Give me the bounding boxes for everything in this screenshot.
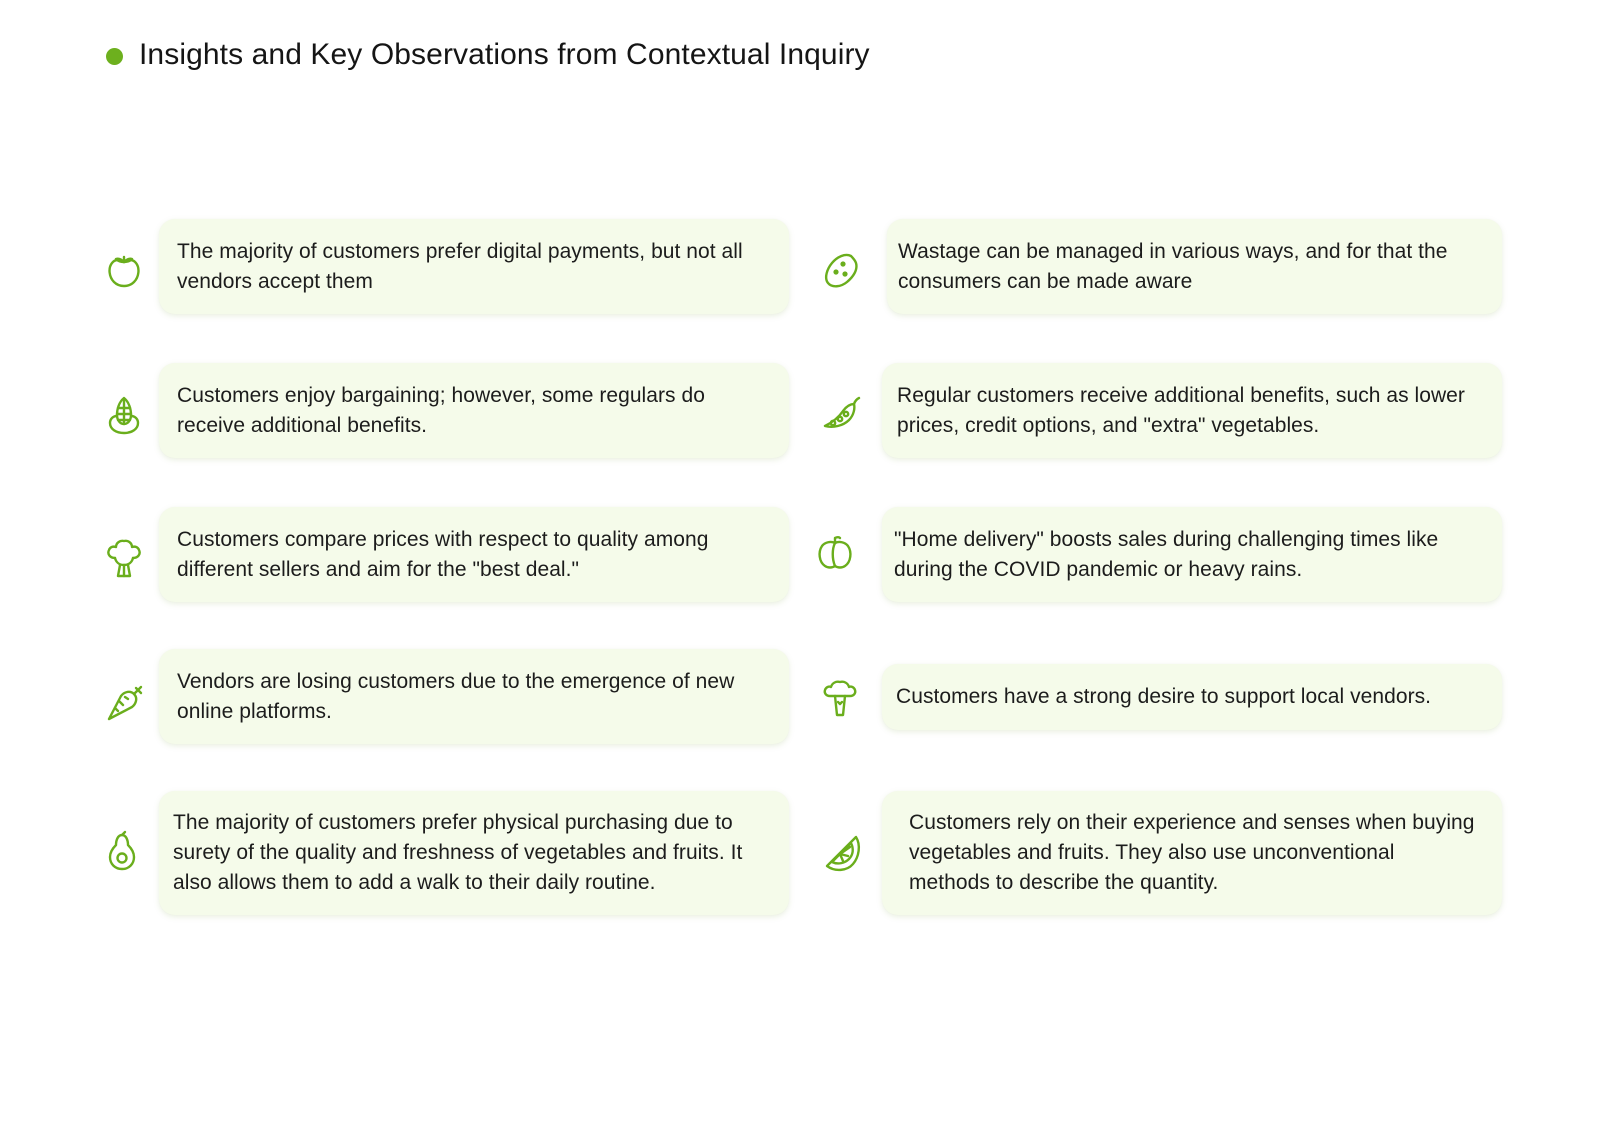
insight-card [159, 363, 789, 458]
insight-text: Customers enjoy bargaining; however, some regulars do receive additional benefits. [177, 383, 705, 437]
bullet-dot-icon [106, 48, 123, 65]
page-header [106, 38, 870, 72]
page-title: Insights and Key Observations from Contextual Inquiry [139, 38, 870, 71]
insight-text: Wastage can be managed in various ways, and for that the consumers can be made aware [898, 239, 1448, 293]
cauliflower-icon [101, 536, 147, 582]
insight-text: The majority of customers prefer digital payments, but not all vendors accept them [177, 239, 743, 293]
insight-card [882, 791, 1502, 915]
insight-text: The majority of customers prefer physical purchasing due to surety of the quality and freshness of vegetables and fruits. It also allows them to add a walk to their daily routine. [173, 811, 743, 894]
insight-text: Customers rely on their experience and senses when buying vegetables and fruits. They also use unconventional methods to describe the quantity. [909, 811, 1475, 894]
insight-card [159, 219, 789, 314]
pumpkin-icon [812, 530, 858, 576]
insight-card [887, 219, 1502, 314]
insight-text: Vendors are losing customers due to the emergence of new online platforms. [177, 669, 735, 723]
avocado-icon [99, 829, 145, 875]
broccoli-icon [817, 675, 863, 721]
lime-slice-icon [818, 829, 864, 875]
peapod-icon [818, 392, 864, 438]
carrot-icon [103, 679, 149, 725]
insight-card [882, 664, 1502, 730]
corn-icon [101, 392, 147, 438]
insight-card [159, 791, 789, 915]
insight-card [159, 507, 789, 602]
insight-text: "Home delivery" boosts sales during challenging times like during the COVID pandemic or heavy rains. [894, 527, 1439, 581]
insight-text: Customers compare prices with respect to quality among different sellers and aim for the "best deal." [177, 527, 709, 581]
insight-card [882, 363, 1502, 458]
potato-icon [819, 248, 865, 294]
insight-text: Regular customers receive additional benefits, such as lower prices, credit options, and "extra" vegetables. [897, 383, 1465, 437]
insight-card [159, 649, 789, 744]
insight-card [882, 507, 1502, 602]
tomato-icon [101, 248, 147, 294]
insight-text: Customers have a strong desire to support local vendors. [896, 685, 1432, 708]
